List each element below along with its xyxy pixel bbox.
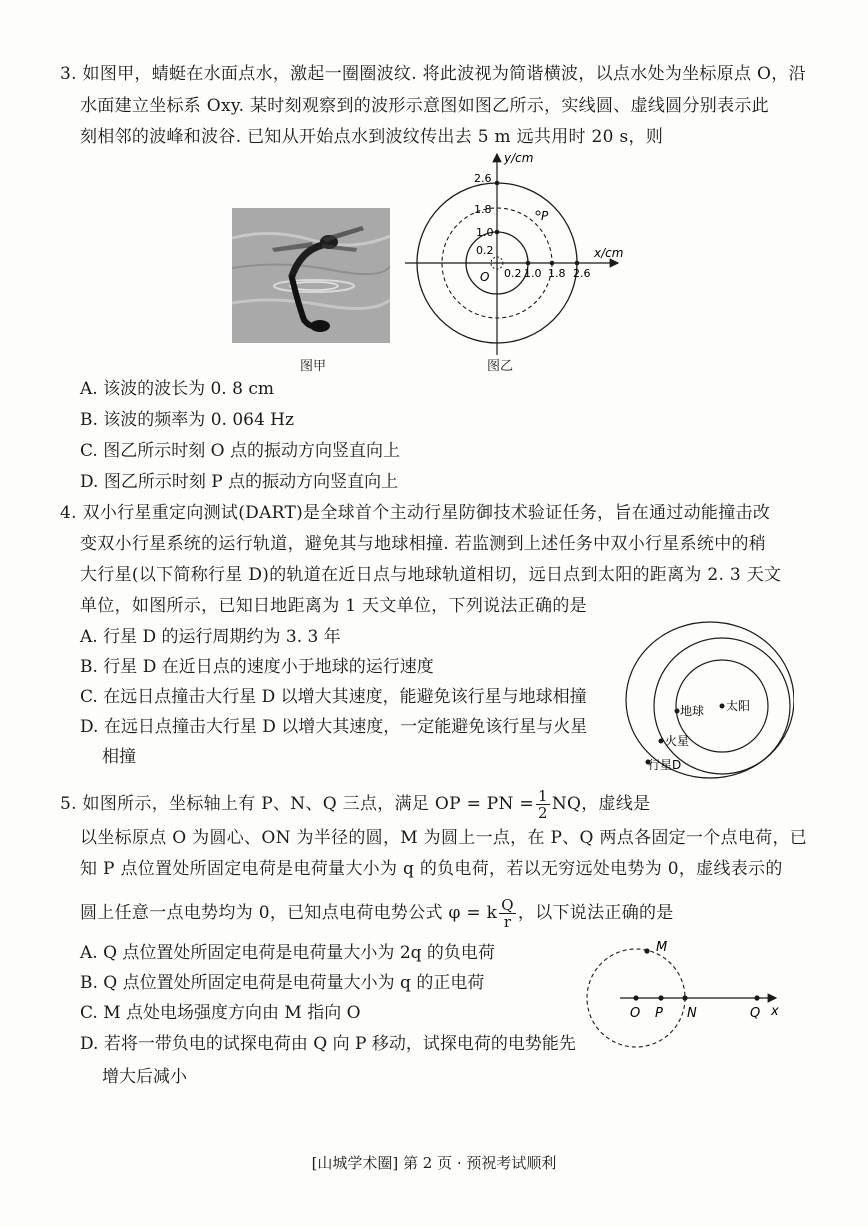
point-q-dot (754, 995, 759, 1000)
q5-stem-line-2: 以坐标原点 O 为圆心、ON 为半径的圆，M 为圆上一点，在 P、Q 两点各固定一个点电荷，已 (80, 828, 808, 848)
q5-stem-line-1b: NQ，虚线是 (551, 794, 651, 814)
earth-dot (675, 709, 680, 714)
q4-stem-line-1: 4. 双小行星重定向测试(DART)是全球首个主动行星防御技术验证任务，旨在通过动能撞击改 (60, 503, 771, 523)
q5-stem-line-3: 知 P 点位置处所固定电荷是电荷量大小为 q 的负电荷，若以无穷远处电势为 0，虚线表示的 (80, 859, 783, 879)
point-n-dot (682, 995, 687, 1000)
x-tick-2.6: 2.6 (573, 267, 591, 280)
q5-stem-line-4 (80, 897, 674, 930)
point-p-dot (658, 995, 663, 1000)
y-tick-0.2: 0.2 (476, 244, 494, 257)
q4-option-a[interactable]: A. 行星 D 的运行周期约为 3. 3 年 (80, 627, 341, 647)
q4-stem-line-2: 变双小行星系统的运行轨道，避免其与地球相撞. 若监测到上述任务中双小行星系统中的稍 (80, 534, 767, 554)
dragonfly-photo (232, 208, 390, 343)
y-tick-2.6: 2.6 (474, 172, 492, 185)
q3-stem-line-3: 刻相邻的波峰和波谷. 已知从开始点水到波纹传出去 5 m 远共用时 20 s，则 (80, 127, 664, 147)
x-axis-label: x (771, 1004, 779, 1019)
fraction-2-denominator: r (503, 913, 512, 931)
point-p-label: P (541, 209, 549, 223)
q3-stem-line-1: 3. 如图甲，蜻蜓在水面点水，激起一圈圈波纹. 将此波视为简谐横波，以点水处为坐标原点 O，沿 (60, 64, 806, 84)
q3-option-a[interactable]: A. 该波的波长为 0. 8 cm (80, 379, 274, 399)
fraction-one-half (536, 788, 550, 821)
q3-option-c[interactable]: C. 图乙所示时刻 O 点的振动方向竖直向上 (80, 441, 400, 461)
fraction-2-numerator: Q (501, 896, 514, 914)
point-o-dot (633, 995, 638, 1000)
fraction-1-numerator: 1 (537, 787, 548, 805)
q5-option-d[interactable]: D. 若将一带负电的试探电荷由 Q 向 P 移动，试探电荷的电势能先 (80, 1034, 576, 1054)
point-m-label: M (656, 940, 668, 955)
point-p-label: P (655, 1006, 663, 1021)
charge-diagram (580, 935, 790, 1055)
y-dot-1.0 (495, 230, 500, 235)
orbit-diagram (618, 620, 794, 785)
point-p-dot (536, 211, 540, 215)
fig-a-caption: 图甲 (300, 359, 327, 374)
x-axis-label: x/cm (594, 246, 624, 260)
point-m-dot (644, 948, 649, 953)
planet-d-label: 行星D (648, 758, 682, 772)
q3-stem-line-2: 水面建立坐标系 Oxy. 某时刻观察到的波形示意图如图乙所示，实线圆、虚线圆分别表示此 (80, 96, 769, 116)
q5-stem-line-1a: 5. 如图所示，坐标轴上有 P、N、Q 三点，满足 OP = PN = (60, 794, 534, 814)
point-q-label: Q (750, 1006, 761, 1021)
q5-stem-line-4b: ，以下说法正确的是 (517, 903, 674, 923)
page-footer: [山城学术圈] 第 2 页 · 预祝考试顺利 (311, 1154, 557, 1172)
x-dot-2.6 (575, 261, 580, 266)
q5-stem-line-1 (60, 788, 650, 821)
q5-option-c[interactable]: C. M 点处电场强度方向由 M 指向 O (80, 1003, 361, 1023)
q5-stem-line-4a: 圆上任意一点电势均为 0，已知点电荷电势公式 φ = k (80, 903, 498, 923)
q3-option-d[interactable]: D. 图乙所示时刻 P 点的振动方向竖直向上 (80, 472, 399, 492)
q5-option-d-cont: 增大后减小 (102, 1067, 187, 1087)
q5-option-b[interactable]: B. Q 点位置处所固定电荷是电荷量大小为 q 的正电荷 (80, 973, 485, 993)
y-axis-label: y/cm (504, 151, 534, 165)
fig-b-caption: 图乙 (487, 359, 514, 374)
wave-diagram (400, 150, 640, 360)
x-tick-0.2: 0.2 (504, 267, 522, 280)
fraction-q-over-r (499, 897, 516, 930)
mars-dot (659, 739, 664, 744)
q4-option-c[interactable]: C. 在远日点撞击大行星 D 以增大其速度，能避免该行星与地球相撞 (80, 687, 587, 707)
sun-label: 太阳 (726, 699, 751, 713)
x-tick-1.8: 1.8 (548, 267, 566, 280)
y-dot-2.6 (495, 181, 500, 186)
sun-dot (720, 704, 725, 709)
q5-option-a[interactable]: A. Q 点位置处所固定电荷是电荷量大小为 2q 的负电荷 (80, 943, 495, 963)
x-tick-1.0: 1.0 (524, 267, 542, 280)
point-o-label: O (630, 1006, 641, 1021)
x-dot-1.0 (526, 261, 531, 266)
q4-option-b[interactable]: B. 行星 D 在近日点的速度小于地球的运行速度 (80, 657, 434, 677)
y-tick-1.8: 1.8 (474, 203, 492, 216)
fraction-1-denominator: 2 (537, 804, 548, 822)
q4-option-d-cont: 相撞 (102, 747, 136, 767)
mars-label: 火星 (665, 734, 690, 748)
q3-option-b[interactable]: B. 该波的频率为 0. 064 Hz (80, 410, 294, 430)
earth-label: 地球 (680, 704, 705, 718)
y-tick-1.0: 1.0 (476, 226, 494, 239)
x-dot-1.8 (550, 261, 555, 266)
point-n-label: N (687, 1006, 697, 1021)
q4-option-d[interactable]: D. 在远日点撞击大行星 D 以增大其速度，一定能避免该行星与火星 (80, 717, 588, 737)
dragonfly-illustration (232, 208, 390, 343)
q4-stem-line-4: 单位，如图所示，已知日地距离为 1 天文单位，下列说法正确的是 (80, 596, 587, 616)
origin-label: O (480, 270, 490, 284)
q4-stem-line-3: 大行星(以下简称行星 D)的轨道在近日点与地球轨道相切，远日点到太阳的距离为 2. 3 天文 (80, 565, 782, 585)
